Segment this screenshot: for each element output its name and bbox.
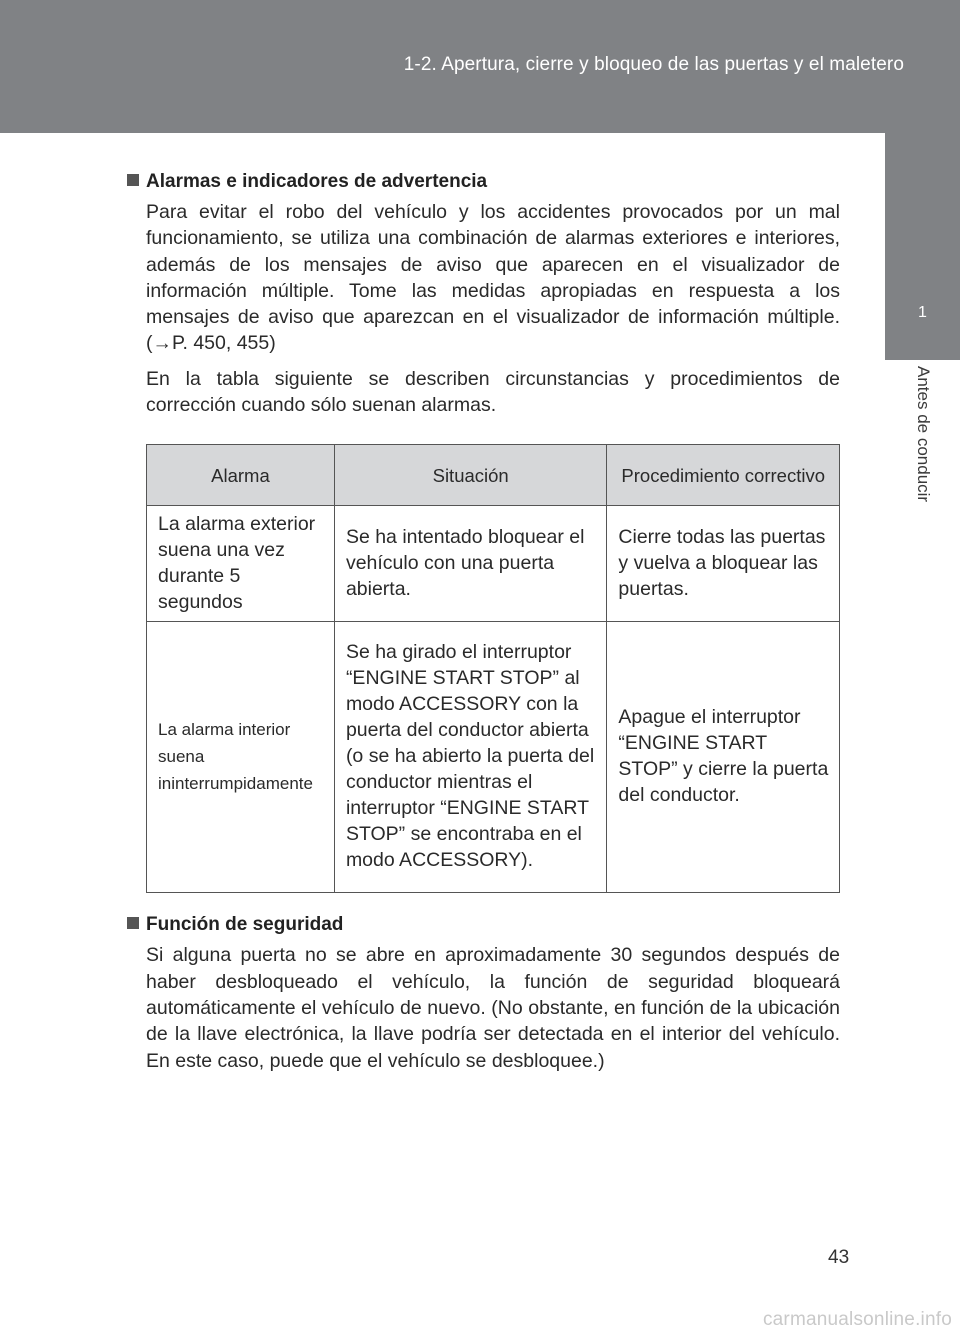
- square-bullet-icon: [127, 917, 139, 929]
- section-heading-text: Función de seguridad: [146, 914, 344, 936]
- table-row: [147, 622, 840, 893]
- chapter-number: 1: [918, 304, 927, 321]
- chapter-side-label-text: Antes de conducir: [914, 366, 933, 503]
- watermark-text: carmanualsonline.info: [762, 1309, 952, 1330]
- table-header-row: [147, 445, 840, 506]
- alarm-table: [146, 444, 840, 893]
- chapter-title: 1-2. Apertura, cierre y bloqueo de las puertas y el maletero: [403, 54, 904, 75]
- table-cell-alarma: La alarma exterior suena una vez durante 5 segundos: [147, 506, 335, 622]
- table-header-situacion: Situación: [334, 445, 606, 506]
- square-bullet-icon: [127, 174, 139, 186]
- paragraph: Si alguna puerta no se abre en aproximadamente 30 segundos después de haber desbloqueado el vehículo, la función de seguridad bloqueará automáticamente el vehículo de nuevo. (No obstante, en función de la ubicación de la llave electrónica, la llave podría ser detectada en el interior del vehículo. En este caso, puede que el vehículo se desbloquee.): [146, 944, 840, 1072]
- table-header-procedimiento: Procedimiento correctivo: [607, 445, 840, 506]
- section-heading-seguridad: [127, 911, 840, 939]
- paragraph: Para evitar el robo del vehículo y los accidentes provocados por un mal funcionamiento, se utiliza una combinación de alarmas exteriores e interiores, además de los mensajes de aviso que aparecen en el visualizador de información múltiple. Tome las medidas apropiadas en respuesta a los mensajes de aviso que aparezcan en el visualizador de información múltiple. (→P. 450, 455): [146, 201, 840, 355]
- page-number: 43: [828, 1247, 850, 1268]
- paragraph: En la tabla siguiente se describen circunstancias y procedimientos de corrección cuando sólo suenan alarmas.: [146, 367, 840, 417]
- section-heading-text: Alarmas e indicadores de advertencia: [146, 171, 488, 192]
- chapter-tab: [885, 133, 960, 360]
- table-cell-alarma: La alarma interior suena ininterrumpidamente: [147, 622, 335, 893]
- section-heading-alarmas: [127, 168, 840, 196]
- table-cell-procedimiento: Apague el interruptor “ENGINE START STOP” y cierre la puerta del conductor.: [607, 622, 840, 893]
- table-row: [147, 506, 840, 622]
- chapter-side-label: [885, 366, 960, 566]
- table-cell-situacion: Se ha girado el interruptor “ENGINE START STOP” al modo ACCESSORY con la puerta del conductor abierta (o se ha abierto la puerta del conductor mientras el interruptor “ENGINE START STOP” se encontraba en el modo ACCESSORY).: [334, 622, 606, 893]
- page-header: [0, 0, 960, 133]
- table-cell-situacion: Se ha intentado bloquear el vehículo con una puerta abierta.: [334, 506, 606, 622]
- page-content: [127, 168, 840, 1074]
- table-cell-procedimiento: Cierre todas las puertas y vuelva a bloquear las puertas.: [607, 506, 840, 622]
- table-header-alarma: Alarma: [147, 445, 335, 506]
